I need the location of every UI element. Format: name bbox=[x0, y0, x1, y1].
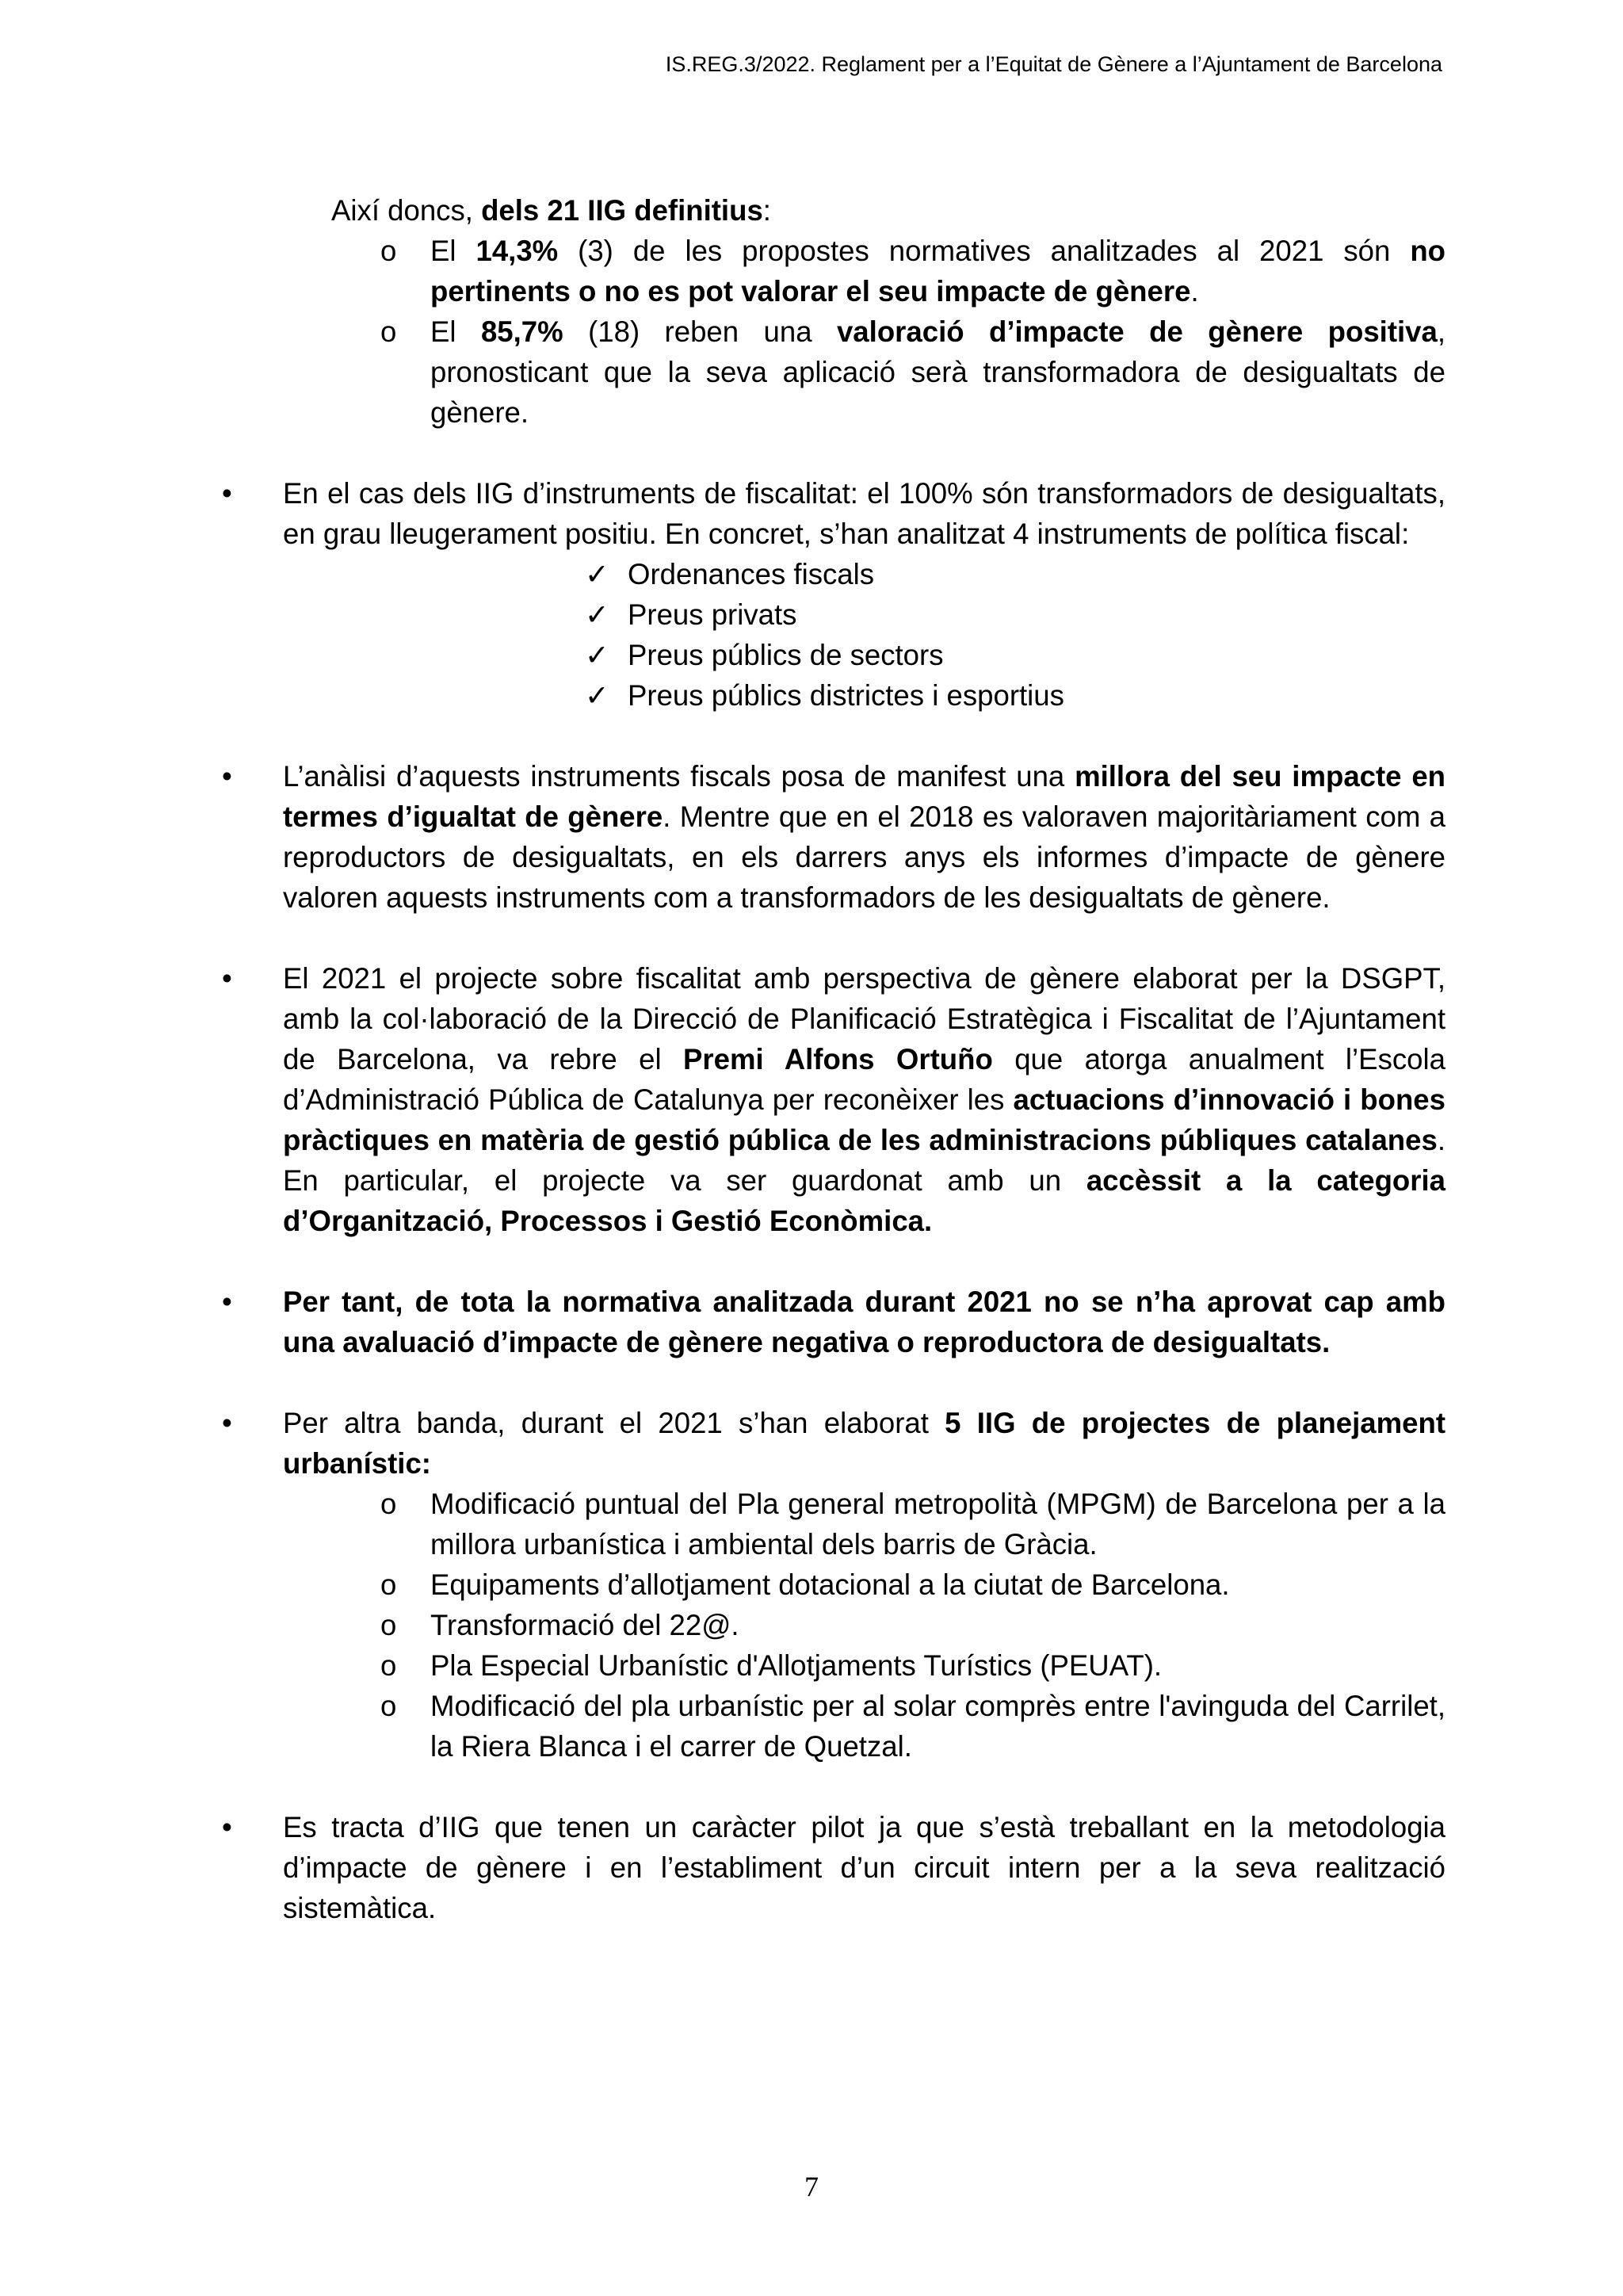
bullet-dot-icon: • bbox=[222, 477, 232, 510]
checkmark-icon: ✓ bbox=[585, 638, 609, 672]
text-run: . bbox=[1190, 275, 1199, 308]
circle-bullet-icon: o bbox=[380, 1568, 397, 1601]
text-run-bold: 5 IIG de projectes de planejament urbanístic: bbox=[283, 1407, 1445, 1480]
check-list-item bbox=[585, 635, 1445, 675]
sub-list-item bbox=[380, 311, 1446, 433]
text-run: (3) de les propostes normatives analitzades al 2021 són bbox=[558, 235, 1411, 267]
text-run-bold: millora del seu impacte en termes d’igualtat de gènere bbox=[283, 760, 1446, 833]
bullet-text: En el cas dels IIG d’instruments de fiscalitat: el 100% són transformadors de desigualtats, en grau lleugerament positiu. En concret, s’han analitzat 4 instruments de política fiscal: bbox=[283, 477, 1445, 550]
text-run: Per altra banda, durant el 2021 s’han elaborat bbox=[283, 1407, 945, 1439]
circle-bullet-icon: o bbox=[380, 1649, 397, 1682]
bullet-dot-icon: • bbox=[222, 760, 232, 793]
results-sub-list bbox=[222, 231, 1445, 433]
text-run-bold: no pertinents o no es pot valorar el seu impacte de gènere bbox=[430, 235, 1446, 308]
text-run: El bbox=[430, 315, 481, 348]
text-run-bold: 85,7% bbox=[480, 315, 563, 348]
fiscal-instruments-list bbox=[222, 554, 1445, 716]
intro-prefix: Així doncs, bbox=[331, 194, 482, 227]
circle-bullet-icon: o bbox=[380, 235, 397, 267]
checkmark-icon: ✓ bbox=[585, 557, 609, 591]
circle-bullet-icon: o bbox=[380, 315, 397, 348]
sub-list-item bbox=[380, 1484, 1445, 1564]
document-header: IS.REG.3/2022. Reglament per a l’Equitat de Gènere a l’Ajuntament de Barcelona bbox=[665, 52, 1442, 76]
checkmark-icon: ✓ bbox=[585, 598, 609, 632]
circle-bullet-icon: o bbox=[380, 1690, 397, 1722]
document-body bbox=[222, 190, 1445, 1928]
check-item-label: Ordenances fiscals bbox=[628, 558, 875, 590]
text-run: . En particular, el projecte va ser guardonat amb un bbox=[283, 1124, 1445, 1197]
text-run: El bbox=[430, 235, 476, 267]
bullet-dot-icon: • bbox=[222, 1286, 232, 1318]
text-run-bold: actuacions d’innovació i bones pràctiques en matèria de gestió pública de les administracions públiques catalanes bbox=[283, 1083, 1445, 1156]
intro-bold: dels 21 IIG definitius bbox=[481, 194, 763, 227]
text-run: El 2021 el projecte sobre fiscalitat amb perspectiva de gènere elaborat per la DSGPT, amb la col·laboració de la Direcció de Planificació Estratègica i Fiscalitat de l’Ajuntament de Barcelona, va rebre el bbox=[283, 962, 1445, 1075]
sub-item-label: Pla Especial Urbanístic d'Allotjaments Turístics (PEUAT). bbox=[430, 1649, 1163, 1682]
check-list-item bbox=[585, 675, 1445, 716]
text-run: (18) reben una bbox=[563, 315, 837, 348]
page-number: 7 bbox=[804, 2171, 819, 2202]
text-run: , pronosticant que la seva aplicació serà transformadora de desigualtats de gènere. bbox=[430, 315, 1446, 429]
bullet-pilot bbox=[222, 1807, 1445, 1928]
text-run: L’anàlisi d’aquests instruments fiscals posa de manifest una bbox=[283, 760, 1075, 793]
bullet-dot-icon: • bbox=[222, 1407, 232, 1439]
intro-suffix: : bbox=[762, 194, 771, 227]
text-run: que atorga anualment l’Escola d’Administració Pública de Catalunya per reconèixer les bbox=[283, 1043, 1445, 1116]
checkmark-icon: ✓ bbox=[585, 678, 609, 712]
bullet-dot-icon: • bbox=[222, 962, 232, 995]
check-item-label: Preus públics de sectors bbox=[628, 639, 944, 671]
text-run-bold: 14,3% bbox=[475, 235, 559, 267]
bullet-text-bold: Per tant, de tota la normativa analitzada durant 2021 no se n’ha aprovat cap amb una avaluació d’impacte de gènere negativa o reproductora de desigualtats. bbox=[283, 1286, 1445, 1358]
circle-bullet-icon: o bbox=[380, 1609, 397, 1641]
sub-item-label: Modificació del pla urbanístic per al solar comprès entre l'avinguda del Carrilet, la Riera Blanca i el carrer de Quetzal. bbox=[430, 1690, 1445, 1763]
check-list-item bbox=[585, 554, 1445, 594]
bullet-analisi bbox=[222, 756, 1446, 918]
sub-item-label: Transformació del 22@. bbox=[430, 1609, 739, 1641]
text-run: . Mentre que en el 2018 es valoraven majoritàriament com a reproductors de desigualtats, en els darrers anys els informes d’impacte de gènere valoren aquests instruments com a transformadors de les desigualtats de gènere. bbox=[283, 800, 1445, 914]
urban-projects-list bbox=[222, 1484, 1445, 1767]
text-run-bold: valoració d’impacte de gènere positiva bbox=[836, 315, 1438, 348]
bullet-text: Es tracta d’IIG que tenen un caràcter pilot ja que s’està treballant en la metodologia d’impacte de gènere i en l’establiment d’un circuit intern per a la seva realització sistemàtica. bbox=[283, 1811, 1445, 1924]
sub-list-item bbox=[380, 1645, 1445, 1686]
intro-paragraph bbox=[331, 190, 1445, 231]
bullet-urbanisme bbox=[222, 1403, 1445, 1484]
sub-list-item bbox=[380, 1564, 1445, 1605]
bullet-premi bbox=[222, 958, 1446, 1241]
text-run-bold: Premi Alfons Ortuño bbox=[683, 1043, 993, 1075]
sub-item-label: Modificació puntual del Pla general metropolità (MPGM) de Barcelona per a la millora urbanística i ambiental dels barris de Gràcia. bbox=[430, 1488, 1445, 1561]
text-run-bold: accèssit a la categoria d’Organització, Processos i Gestió Econòmica. bbox=[283, 1164, 1446, 1237]
check-item-label: Preus privats bbox=[628, 598, 797, 631]
sub-list-item bbox=[380, 1686, 1445, 1767]
check-item-label: Preus públics districtes i esportius bbox=[628, 679, 1064, 712]
bullet-fiscal bbox=[222, 473, 1445, 554]
check-list-item bbox=[585, 594, 1445, 635]
sub-list-item bbox=[380, 1605, 1445, 1645]
bullet-per-tant bbox=[222, 1282, 1445, 1362]
bullet-dot-icon: • bbox=[222, 1811, 232, 1843]
sub-item-label: Equipaments d’allotjament dotacional a la ciutat de Barcelona. bbox=[430, 1568, 1230, 1601]
sub-list-item bbox=[380, 231, 1446, 311]
circle-bullet-icon: o bbox=[380, 1488, 397, 1520]
